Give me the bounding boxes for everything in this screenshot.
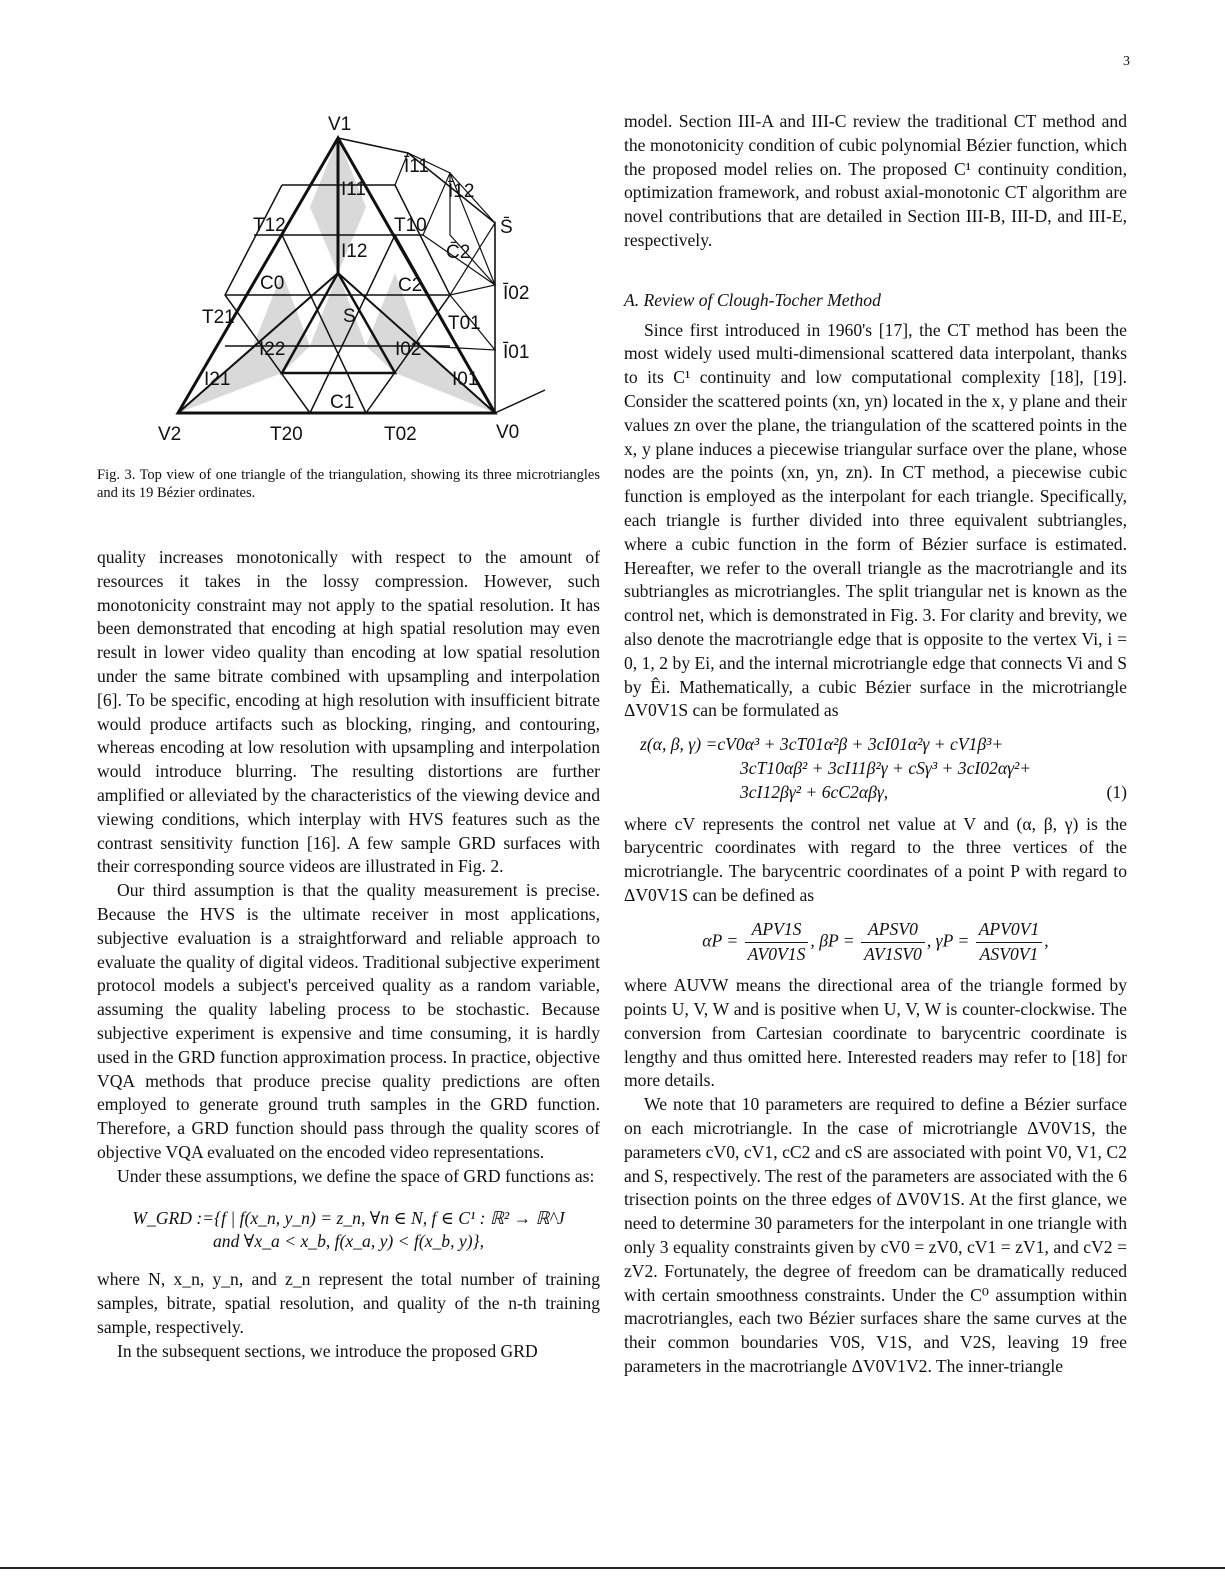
label-i22: I22	[259, 339, 286, 360]
eq2-gamma-frac	[976, 918, 1043, 967]
grd-eq-line-1: W_GRD :={f | f(x_n, y_n) = z_n, ∀n ∈ N, f ∈ C¹ : ℝ² → ℝ^J	[132, 1207, 565, 1228]
grd-space-equation	[97, 1207, 600, 1255]
left-paragraph-3: Under these assumptions, we define the space of GRD functions as:	[117, 1165, 595, 1186]
label-i21: I21	[204, 369, 231, 390]
left-column	[97, 546, 600, 1363]
label-ibar11: Ī11	[404, 156, 430, 177]
label-t20: T20	[270, 424, 303, 445]
section-title: A. Review of Clough-Tocher Method	[624, 289, 881, 310]
label-t21: T21	[202, 307, 235, 328]
left-paragraph-5: In the subsequent sections, we introduce the proposed GRD	[117, 1340, 538, 1361]
eq2-gamma-den: ASV0V1	[979, 943, 1039, 964]
eq2-alpha-lhs: αP =	[702, 930, 739, 951]
equation-1	[624, 733, 1127, 804]
label-v0: V0	[496, 422, 520, 443]
eq2-gamma-lhs: , γP =	[926, 930, 970, 951]
label-v1: V1	[328, 114, 352, 135]
eq2-beta-frac	[861, 918, 925, 967]
label-ibar02: Ī02	[503, 283, 530, 304]
eq1-number: (1)	[1106, 781, 1127, 802]
right-paragraph-3: where cV represents the control net value at V and (α, β, γ) is the barycentric coordinates with regard to the three vertices of the microtriangle. The barycentric coordinates of a point P with regard to ΔV0V1S can be defined as	[624, 813, 1127, 905]
label-v2: V2	[158, 424, 182, 445]
label-i02: I02	[395, 339, 422, 360]
left-paragraph-4: where N, x_n, y_n, and z_n represent the total number of training samples, bitrate, spatial resolution, and quality of the n-th training sample, respectively.	[97, 1269, 600, 1337]
label-i12: I12	[341, 241, 368, 262]
figure-3	[150, 105, 570, 450]
left-paragraph-2: Our third assumption is that the quality measurement is precise. Because the HVS is the ultimate receiver in most applications, subjective evaluation is a straightforward and reliable approach to evaluate the quality of digital videos. Traditional subjective experiment protocol models a subject's perceived quality as a random variable, assuming the quality labeling process to be stochastic. Because subjective experiment is expensive and time consuming, it is hardly used in the GRD function approximation process. In practice, objective VQA methods that produce precise quality predictions are often employed to generate ground truth samples in the GRD function. Therefore, a GRD function should pass through the quality scores of objective VQA evaluated on the encoded video representations.	[97, 880, 600, 1162]
eq1-line-2: 3cT10αβ² + 3cI11β²γ + cSγ³ + 3cI02αγ²+	[740, 757, 1032, 778]
eq1-line-3: 3cI12βγ² + 6cC2αβγ,	[740, 781, 889, 802]
eq1-line-1: z(α, β, γ) =cV0α³ + 3cT01α²β + 3cI01α²γ + cV1β³+	[640, 734, 1004, 755]
eq2-alpha-den: AV0V1S	[747, 943, 806, 964]
left-paragraph-1: quality increases monotonically with respect to the amount of resources it takes in the lossy compression. However, such monotonicity constraint may not apply to the spatial resolution. It has been demonstrated that encoding at high spatial resolution may even result in lower video quality than encoding at low spatial resolution under the same bitrate combined with upsampling and interpolation [6]. To be specific, encoding at high resolution with insufficient bitrate would produce artifacts such as blocking, ringing, and contouring, whereas encoding at low resolution with upsampling and interpolation would introduce blurring. The resulting distortions are further amplified or alleviated by the characteristics of the viewing device and viewing conditions, which interplay with HVS features such as the contrast sensitivity function [16]. A few sample GRD surfaces with their corresponding source videos are illustrated in Fig. 2.	[97, 547, 600, 877]
eq2-beta-lhs: , βP =	[810, 930, 855, 951]
label-c1: C1	[330, 392, 355, 413]
label-t10: T10	[394, 215, 427, 236]
eq2-beta-den: AV1SV0	[864, 943, 922, 964]
right-column	[624, 110, 1127, 1379]
barycentric-equation	[624, 918, 1127, 967]
figure-caption: Fig. 3. Top view of one triangle of the triangulation, showing its three microtriangles and its 19 Bézier ordinates.	[97, 467, 600, 501]
grd-eq-line-2: and ∀x_a < x_b, f(x_a, y) < f(x_b, y)},	[212, 1231, 484, 1252]
eq2-tail: ,	[1044, 930, 1049, 951]
label-sbar: S̄	[500, 217, 513, 238]
label-s: S	[343, 306, 356, 327]
label-i01: I01	[452, 369, 479, 390]
page-bottom-rule	[0, 1567, 1225, 1569]
control-net-diagram	[150, 105, 570, 450]
right-paragraph-4: where AUVW means the directional area of the triangle formed by points U, V, W and is positive when U, V, W is counter-clockwise. The conversion from Cartesian coordinate to barycentric coordinate is lengthy and thus omitted here. Interested readers may refer to [18] for more details.	[624, 975, 1127, 1091]
eq2-alpha-frac	[745, 918, 809, 967]
eq2-gamma-num: APV0V1	[976, 918, 1043, 943]
label-i11: I11	[341, 179, 367, 200]
label-t12: T12	[253, 215, 286, 236]
page-number: 3	[1123, 54, 1130, 69]
eq2-beta-num: APSV0	[861, 918, 925, 943]
label-ibar12: Ī12	[448, 181, 475, 202]
right-paragraph-2: Since first introduced in 1960's [17], the CT method has been the most widely used multi-dimensional scattered data interpolant, thanks to its C¹ continuity and low computational complexity [18], [19]. Consider the scattered points (xn, yn) located in the x, y plane and their values zn over the plane, the triangulation of the scattered points in the x, y plane induces a piecewise triangular surface over the plane, whose nodes are the points (xn, yn, zn). In CT method, a piecewise cubic function is employed as the interpolant for each triangle. Specifically, each triangle is further divided into three equivalent subtriangles, where a cubic function in the form of Bézier surface is estimated. Hereafter, we refer to the overall triangle as the macrotriangle and its subtriangles as microtriangles. The split triangular net is known as the control net, which is demonstrated in Fig. 3. For clarity and brevity, we also denote the macrotriangle edge that is opposite to the vertex Vi, i = 0, 1, 2 by Ei, and the internal microtriangle edge that connects Vi and S by Êi. Mathematically, a cubic Bézier surface in the microtriangle ΔV0V1S can be formulated as	[624, 319, 1127, 721]
eq2-alpha-num: APV1S	[745, 918, 809, 943]
label-t01: T01	[448, 313, 481, 334]
label-cbar2: C̄2	[446, 242, 471, 263]
right-paragraph-5: We note that 10 parameters are required to define a Bézier surface on each microtriangle. In the case of microtriangle ΔV0V1S, the parameters cV0, cV1, cC2 and cS are associated with point V0, V1, C2 and S, respectively. The rest of the parameters are associated with the 6 trisection points on the three edges of ΔV0V1S. At the first glance, we need to determine 30 parameters for the interpolant in one triangle with only 3 equality constraints given by cV0 = zV0, cV1 = zV1, and cV2 = zV2. Fortunately, the degree of freedom can be dramatically reduced with certain smoothness constraints. Under the C⁰ assumption within macrotriangles, each two Bézier surfaces share the same curves at the their common boundaries V0S, V1S, and V2S, leaving 19 free parameters in the macrotriangle ΔV0V1V2. The inner-triangle	[624, 1094, 1127, 1377]
label-c2: C2	[398, 275, 423, 296]
label-ibar01: Ī01	[503, 342, 530, 363]
right-paragraph-1: model. Section III-A and III-C review the traditional CT method and the monotonicity condition of cubic polynomial Bézier function, which the proposed model relies on. The proposed C¹ continuity condition, optimization framework, and robust axial-monotonic CT algorithm are novel contributions that are detailed in Section III-B, III-D, and III-E, respectively.	[624, 111, 1127, 250]
label-c0: C0	[260, 273, 285, 294]
label-t02: T02	[384, 424, 417, 445]
